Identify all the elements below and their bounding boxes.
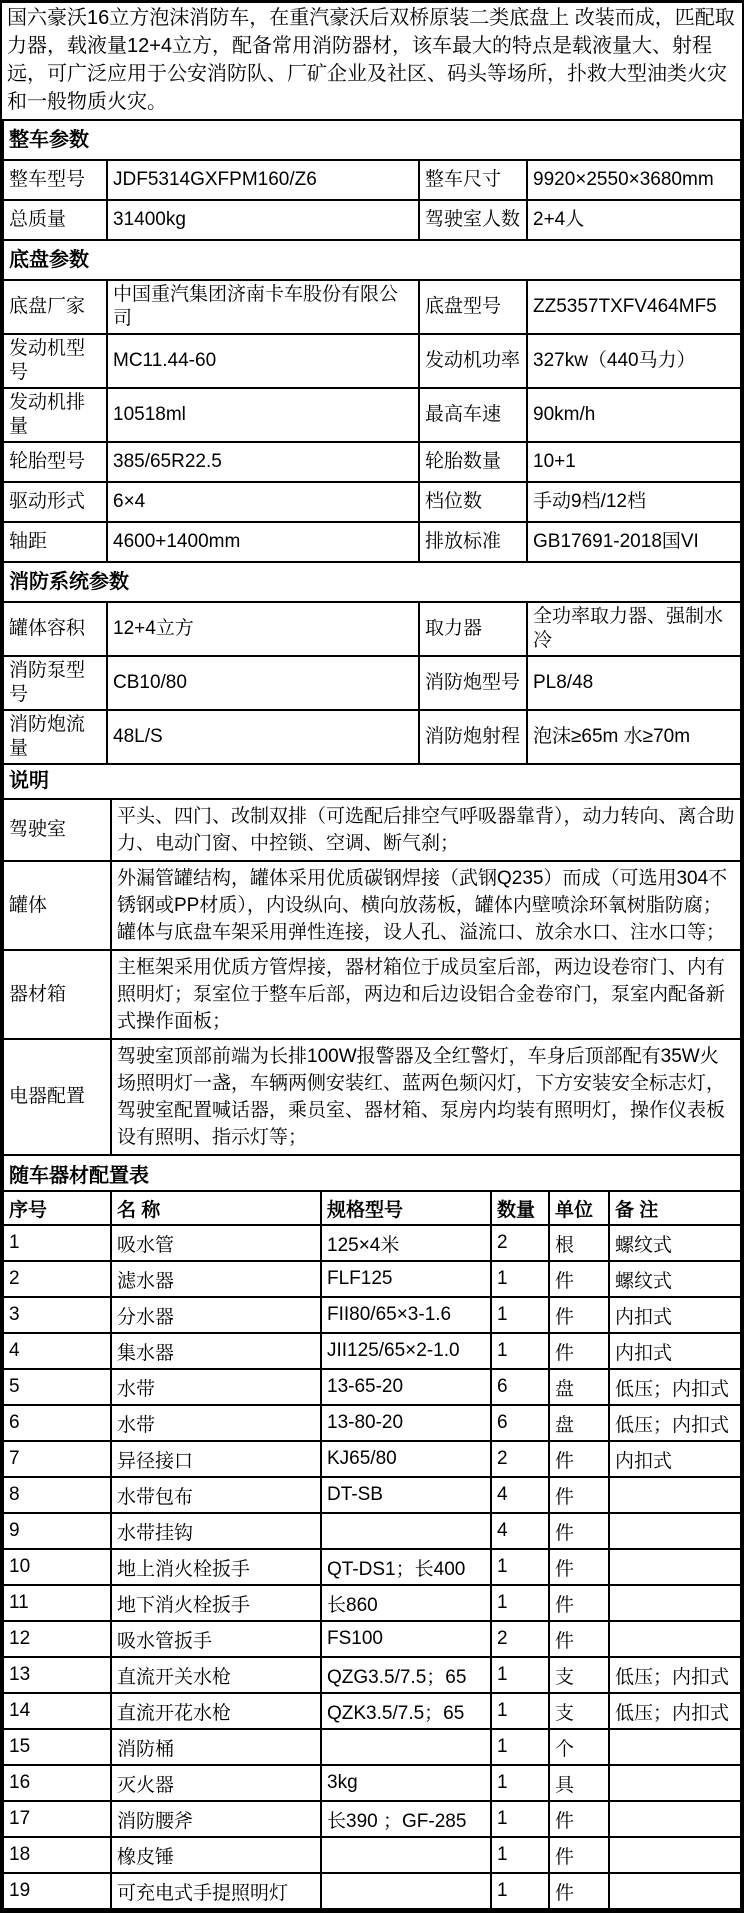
- table-cell: 1: [491, 1729, 549, 1765]
- table-cell: 螺纹式: [609, 1225, 741, 1261]
- table-row: [3, 160, 741, 200]
- row-label-cell: 17: [3, 1801, 111, 1837]
- table-cell: 消防腰斧: [111, 1801, 321, 1837]
- table-cell: 31400kg: [107, 200, 419, 240]
- table-cell: 低压；内扣式: [609, 1369, 741, 1405]
- table-cell: QT-DS1；长400: [321, 1549, 491, 1585]
- table-row: [3, 1261, 741, 1297]
- table-row: [3, 1873, 741, 1909]
- table-cell: 件: [549, 1549, 609, 1585]
- table-cell: 90km/h: [527, 388, 741, 442]
- table-cell: 支: [549, 1693, 609, 1729]
- table-cell: 低压；内扣式: [609, 1405, 741, 1441]
- table-cell: 1: [491, 1873, 549, 1909]
- table-cell: CB10/80: [107, 656, 419, 710]
- table-row: [3, 1333, 741, 1369]
- table-cell: 低压；内扣式: [609, 1657, 741, 1693]
- table-cell: 消防炮射程: [419, 710, 527, 764]
- table-cell: 水带: [111, 1405, 321, 1441]
- table-cell: KJ65/80: [321, 1441, 491, 1477]
- row-label-cell: 10: [3, 1549, 111, 1585]
- table-cell: [609, 1549, 741, 1585]
- row-label-cell: 2: [3, 1261, 111, 1297]
- table-row: [3, 280, 741, 334]
- table-cell: 1: [491, 1801, 549, 1837]
- table-row: [3, 1837, 741, 1873]
- table-row: [3, 1585, 741, 1621]
- row-label-cell: 轴距: [3, 522, 107, 562]
- table-row: [3, 1657, 741, 1693]
- row-label-cell: 8: [3, 1477, 111, 1513]
- table-cell: 消防桶: [111, 1729, 321, 1765]
- table-row: [3, 861, 741, 950]
- table-cell: 2: [491, 1621, 549, 1657]
- table-cell: 吸水管: [111, 1225, 321, 1261]
- table-cell: 1: [491, 1693, 549, 1729]
- table-cell: ZZ5357TXFV464MF5: [527, 280, 741, 334]
- table-row: [3, 1549, 741, 1585]
- row-label-cell: 19: [3, 1873, 111, 1909]
- table-cell: 具: [549, 1765, 609, 1801]
- table-cell: 全功率取力器、强制水冷: [527, 602, 741, 656]
- table-cell: 盘: [549, 1405, 609, 1441]
- table-cell: 最高车速: [419, 388, 527, 442]
- table-cell: 平头、四门、改制双排（可选配后排空气呼吸器靠背），动力转向、离合助力、电动门窗、中控锁、空调、断气刹；: [111, 799, 741, 861]
- table-row: [3, 602, 741, 656]
- section-row: [3, 562, 741, 602]
- table-cell: 灭火器: [111, 1765, 321, 1801]
- column-header-remark: 备 注: [609, 1191, 741, 1225]
- table-cell: 2: [491, 1225, 549, 1261]
- table-cell: 1: [491, 1837, 549, 1873]
- table-cell: 长390 ；GF-285: [321, 1801, 491, 1837]
- table-cell: 根: [549, 1225, 609, 1261]
- section-title-notes: 说明: [3, 764, 741, 799]
- table-row: [3, 950, 741, 1039]
- row-label-cell: 轮胎型号: [3, 442, 107, 482]
- table-cell: 泡沫≥65m 水≥70m: [527, 710, 741, 764]
- table-cell: 主框架采用优质方管焊接，器材箱位于成员室后部，两边设卷帘门、内有照明灯；泵室位于整车后部，两边和后边设铝合金卷帘门，泵室内配备新式操作面板；: [111, 950, 741, 1039]
- notes-table: [2, 763, 742, 1156]
- table-cell: [609, 1873, 741, 1909]
- row-label-cell: 电器配置: [3, 1039, 111, 1155]
- table-cell: 整车尺寸: [419, 160, 527, 200]
- table-cell: [609, 1765, 741, 1801]
- table-cell: DT-SB: [321, 1477, 491, 1513]
- column-header-qty: 数量: [491, 1191, 549, 1225]
- table-cell: [321, 1513, 491, 1549]
- table-cell: 件: [549, 1837, 609, 1873]
- table-cell: 件: [549, 1621, 609, 1657]
- table-cell: 发动机功率: [419, 334, 527, 388]
- table-cell: 件: [549, 1477, 609, 1513]
- column-header-model: 规格型号: [321, 1191, 491, 1225]
- table-cell: 个: [549, 1729, 609, 1765]
- table-cell: QZK3.5/7.5；65: [321, 1693, 491, 1729]
- chassis-params-body: [3, 280, 741, 562]
- table-row: [3, 522, 741, 562]
- table-cell: 中国重汽集团济南卡车股份有限公司: [107, 280, 419, 334]
- intro-paragraph: 国六豪沃16立方泡沫消防车，在重汽豪沃后双桥原装二类底盘上 改装而成，匹配取力器，载液量12+4立方，配备常用消防器材，该车最大的特点是载液量大、射程远，可广泛应用于公安消防队、厂矿企业及社区、码头等场所，扑救大型油类火灾和一般物质火灾。: [7, 7, 735, 113]
- table-row: [3, 1513, 741, 1549]
- table-cell: 手动9档/12档: [527, 482, 741, 522]
- table-cell: [321, 1837, 491, 1873]
- table-cell: 水带: [111, 1369, 321, 1405]
- table-cell: 地下消火栓扳手: [111, 1585, 321, 1621]
- table-cell: FLF125: [321, 1261, 491, 1297]
- row-label-cell: 驾驶室: [3, 799, 111, 861]
- table-cell: 底盘型号: [419, 280, 527, 334]
- table-cell: 件: [549, 1441, 609, 1477]
- table-row: [3, 1477, 741, 1513]
- table-cell: [609, 1585, 741, 1621]
- table-cell: 1: [491, 1657, 549, 1693]
- table-cell: 1: [491, 1297, 549, 1333]
- table-cell: QZG3.5/7.5；65: [321, 1657, 491, 1693]
- table-cell: 异径接口: [111, 1441, 321, 1477]
- fire-system-params-body: [3, 602, 741, 764]
- table-row: [3, 656, 741, 710]
- table-cell: 2: [491, 1441, 549, 1477]
- table-cell: 螺纹式: [609, 1261, 741, 1297]
- table-cell: 直流开花水枪: [111, 1693, 321, 1729]
- table-cell: 4600+1400mm: [107, 522, 419, 562]
- row-label-cell: 发动机型号: [3, 334, 107, 388]
- table-cell: 长860: [321, 1585, 491, 1621]
- column-header-index: 序号: [3, 1191, 111, 1225]
- table-cell: 排放标准: [419, 522, 527, 562]
- notes-body: [3, 799, 741, 1155]
- equipment-table: [2, 1154, 742, 1910]
- table-cell: 取力器: [419, 602, 527, 656]
- row-label-cell: 4: [3, 1333, 111, 1369]
- table-row: [3, 799, 741, 861]
- row-label-cell: 9: [3, 1513, 111, 1549]
- table-cell: 385/65R22.5: [107, 442, 419, 482]
- row-label-cell: 1: [3, 1225, 111, 1261]
- row-label-cell: 7: [3, 1441, 111, 1477]
- row-label-cell: 13: [3, 1657, 111, 1693]
- fire-system-params-table: [2, 561, 742, 765]
- row-label-cell: 18: [3, 1837, 111, 1873]
- table-cell: [609, 1477, 741, 1513]
- table-row: [3, 1405, 741, 1441]
- table-row: [3, 1369, 741, 1405]
- table-row: [3, 482, 741, 522]
- table-cell: 2+4人: [527, 200, 741, 240]
- column-header-name: 名 称: [111, 1191, 321, 1225]
- table-cell: 地上消火栓扳手: [111, 1549, 321, 1585]
- table-cell: [321, 1873, 491, 1909]
- table-cell: [609, 1513, 741, 1549]
- column-header-unit: 单位: [549, 1191, 609, 1225]
- table-cell: 驾驶室顶部前端为长排100W报警器及全红警灯，车身后顶部配有35W火场照明灯一盏，车辆两侧安装红、蓝两色频闪灯，下方安装安全标志灯，驾驶室配置喊话器，乘员室、器材箱、泵房内均装有照明灯，操作仪表板设有照明、指示灯等；: [111, 1039, 741, 1155]
- table-cell: 件: [549, 1801, 609, 1837]
- table-cell: 327kw（440马力）: [527, 334, 741, 388]
- table-row: [3, 1729, 741, 1765]
- table-cell: 吸水管扳手: [111, 1621, 321, 1657]
- table-row: [3, 710, 741, 764]
- table-cell: 13-65-20: [321, 1369, 491, 1405]
- table-row: [3, 1441, 741, 1477]
- table-cell: FII80/65×3-1.6: [321, 1297, 491, 1333]
- row-label-cell: 3: [3, 1297, 111, 1333]
- row-label-cell: 底盘厂家: [3, 280, 107, 334]
- table-cell: 滤水器: [111, 1261, 321, 1297]
- section-row: [3, 1155, 741, 1191]
- row-label-cell: 器材箱: [3, 950, 111, 1039]
- row-label-cell: 总质量: [3, 200, 107, 240]
- table-cell: 件: [549, 1333, 609, 1369]
- table-cell: 1: [491, 1261, 549, 1297]
- table-cell: JII125/65×2-1.0: [321, 1333, 491, 1369]
- table-cell: 件: [549, 1297, 609, 1333]
- section-row: [3, 120, 741, 160]
- vehicle-params-table: [2, 119, 742, 241]
- table-row: [3, 1621, 741, 1657]
- table-cell: 125×4米: [321, 1225, 491, 1261]
- table-cell: 件: [549, 1261, 609, 1297]
- table-cell: 消防炮型号: [419, 656, 527, 710]
- table-cell: 10518ml: [107, 388, 419, 442]
- row-label-cell: 16: [3, 1765, 111, 1801]
- table-cell: [321, 1729, 491, 1765]
- vehicle-params-body: [3, 160, 741, 240]
- table-cell: 内扣式: [609, 1333, 741, 1369]
- row-label-cell: 11: [3, 1585, 111, 1621]
- section-row: [3, 240, 741, 280]
- section-title-vehicle: 整车参数: [3, 120, 741, 160]
- row-label-cell: 罐体容积: [3, 602, 107, 656]
- table-cell: 1: [491, 1585, 549, 1621]
- row-label-cell: 发动机排量: [3, 388, 107, 442]
- table-cell: 橡皮锤: [111, 1837, 321, 1873]
- table-cell: 6: [491, 1405, 549, 1441]
- row-label-cell: 整车型号: [3, 160, 107, 200]
- table-cell: 内扣式: [609, 1297, 741, 1333]
- table-cell: [609, 1837, 741, 1873]
- table-cell: 内扣式: [609, 1441, 741, 1477]
- table-cell: [609, 1729, 741, 1765]
- table-cell: JDF5314GXFPM160/Z6: [107, 160, 419, 200]
- table-cell: PL8/48: [527, 656, 741, 710]
- table-cell: 支: [549, 1657, 609, 1693]
- table-cell: 低压；内扣式: [609, 1693, 741, 1729]
- table-row: [3, 1693, 741, 1729]
- table-cell: 可充电式手提照明灯: [111, 1873, 321, 1909]
- row-label-cell: 罐体: [3, 861, 111, 950]
- table-row: [3, 1297, 741, 1333]
- table-cell: 水带挂钩: [111, 1513, 321, 1549]
- table-cell: 件: [549, 1873, 609, 1909]
- table-cell: 10+1: [527, 442, 741, 482]
- table-cell: 直流开关水枪: [111, 1657, 321, 1693]
- row-label-cell: 消防炮流量: [3, 710, 107, 764]
- row-label-cell: 15: [3, 1729, 111, 1765]
- table-row: [3, 1801, 741, 1837]
- table-cell: 1: [491, 1549, 549, 1585]
- table-row: [3, 388, 741, 442]
- table-cell: 水带包布: [111, 1477, 321, 1513]
- row-label-cell: 消防泵型号: [3, 656, 107, 710]
- table-cell: 6: [491, 1369, 549, 1405]
- table-cell: 盘: [549, 1369, 609, 1405]
- chassis-params-table: [2, 239, 742, 563]
- table-cell: 3kg: [321, 1765, 491, 1801]
- table-cell: 13-80-20: [321, 1405, 491, 1441]
- row-label-cell: 5: [3, 1369, 111, 1405]
- row-label-cell: 驱动形式: [3, 482, 107, 522]
- section-title-equipment: 随车器材配置表: [3, 1155, 741, 1191]
- table-cell: [609, 1621, 741, 1657]
- table-cell: 驾驶室人数: [419, 200, 527, 240]
- table-row: [3, 334, 741, 388]
- table-cell: GB17691-2018国VI: [527, 522, 741, 562]
- table-cell: 12+4立方: [107, 602, 419, 656]
- table-cell: 外漏管罐结构，罐体采用优质碳钢焊接（武钢Q235）而成（可选用304不锈钢或PP材质），内设纵向、横向放荡板，罐体内壁喷涂环氧树脂防腐；罐体与底盘车架采用弹性连接，设人孔、溢流口、放余水口、注水口等；: [111, 861, 741, 950]
- table-cell: 1: [491, 1765, 549, 1801]
- table-cell: 轮胎数量: [419, 442, 527, 482]
- table-cell: 分水器: [111, 1297, 321, 1333]
- row-label-cell: 14: [3, 1693, 111, 1729]
- table-cell: FS100: [321, 1621, 491, 1657]
- section-title-chassis: 底盘参数: [3, 240, 741, 280]
- table-cell: 档位数: [419, 482, 527, 522]
- table-row: [3, 442, 741, 482]
- table-cell: 4: [491, 1477, 549, 1513]
- equipment-header-row: [3, 1191, 741, 1225]
- table-cell: 件: [549, 1513, 609, 1549]
- table-cell: 件: [549, 1585, 609, 1621]
- table-cell: 4: [491, 1513, 549, 1549]
- section-title-fire-system: 消防系统参数: [3, 562, 741, 602]
- table-cell: 6×4: [107, 482, 419, 522]
- table-row: [3, 1039, 741, 1155]
- equipment-body: [3, 1225, 741, 1909]
- section-row: [3, 764, 741, 799]
- table-row: [3, 200, 741, 240]
- row-label-cell: 6: [3, 1405, 111, 1441]
- table-cell: 1: [491, 1333, 549, 1369]
- table-cell: 48L/S: [107, 710, 419, 764]
- table-row: [3, 1225, 741, 1261]
- table-cell: [609, 1801, 741, 1837]
- table-cell: 9920×2550×3680mm: [527, 160, 741, 200]
- table-row: [3, 1765, 741, 1801]
- table-cell: 集水器: [111, 1333, 321, 1369]
- row-label-cell: 12: [3, 1621, 111, 1657]
- table-cell: MC11.44-60: [107, 334, 419, 388]
